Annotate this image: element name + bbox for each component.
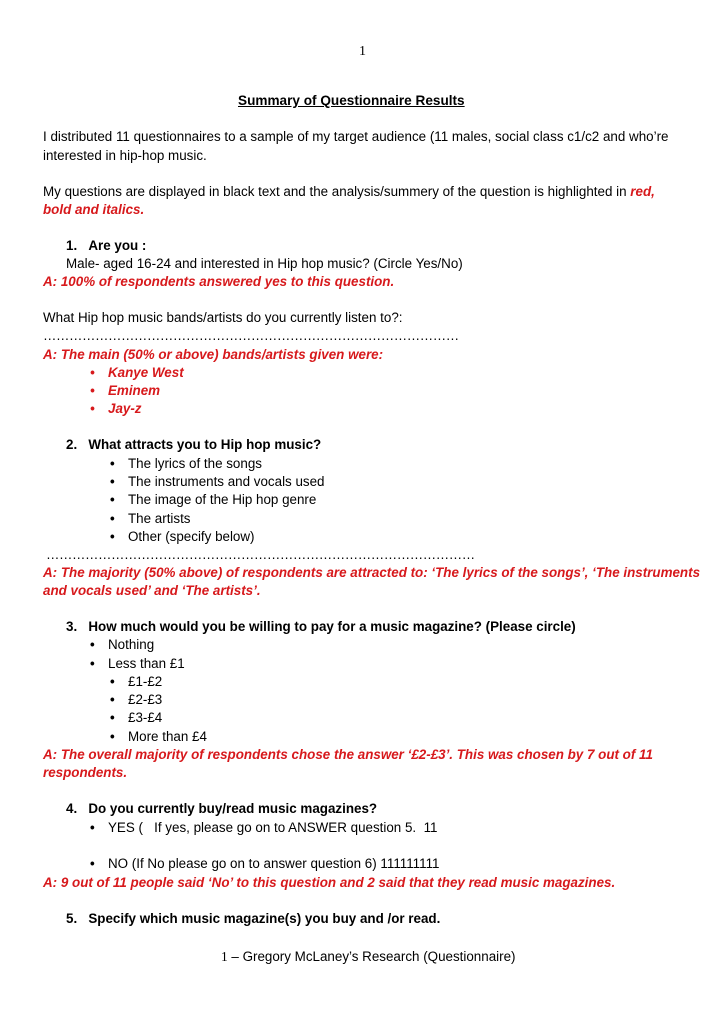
q3-answer-line-1: A: The overall majority of respondents chose the answer ‘£2-£3’. This was chosen by 7 out of 11 xyxy=(43,747,653,762)
q2-option-label: The instruments and vocals used xyxy=(128,474,325,489)
footer-page-number: 1 xyxy=(221,949,228,964)
bullet-icon: • xyxy=(110,710,115,725)
artists-dots: …………………………………………………………………………………… xyxy=(43,328,459,343)
bullet-icon: • xyxy=(90,656,95,671)
q2-option xyxy=(110,473,325,491)
intro-line-3-plain: My questions are displayed in black text and the analysis/summery of the question is highlighted in xyxy=(43,184,631,199)
artist-item xyxy=(90,364,184,382)
bullet-icon: • xyxy=(90,856,95,871)
artist-item xyxy=(90,382,160,400)
bullet-icon: • xyxy=(110,456,115,471)
q1-heading xyxy=(66,237,146,255)
bullet-icon: • xyxy=(110,674,115,689)
bullet-icon: • xyxy=(90,820,95,835)
bullet-icon: • xyxy=(90,365,95,380)
q1-answer: A: 100% of respondents answered yes to this question. xyxy=(43,274,395,289)
q2-answer-line-2: and vocals used’ and ‘The artists’. xyxy=(43,583,261,598)
q2-option-label: The image of the Hip hop genre xyxy=(128,492,317,507)
q2-option xyxy=(110,455,262,473)
q2-option xyxy=(110,528,255,546)
q3-sub-option xyxy=(110,691,162,709)
q4-option-no xyxy=(90,855,440,873)
q1-text: Male- aged 16-24 and interested in Hip hop music? (Circle Yes/No) xyxy=(66,256,463,271)
bullet-icon: • xyxy=(110,511,115,526)
bullet-icon: • xyxy=(110,492,115,507)
bullet-icon: • xyxy=(110,529,115,544)
q3-sub-option xyxy=(110,728,207,746)
q2-option-label: The lyrics of the songs xyxy=(128,456,262,471)
q4-option-no-label: NO (If No please go on to answer question 6) 111111111 xyxy=(108,856,440,871)
bullet-icon: • xyxy=(90,637,95,652)
bullet-icon: • xyxy=(110,729,115,744)
q2-answer-line-1: A: The majority (50% above) of respondents are attracted to: ‘The lyrics of the songs’, ‘The instruments xyxy=(43,565,701,580)
q3-sub-option-label: £2-£3 xyxy=(128,692,163,707)
intro-line-2: interested in hip-hop music. xyxy=(43,148,207,163)
artist-item xyxy=(90,400,142,418)
q3-heading-text: How much would you be willing to pay for a music magazine? (Please circle) xyxy=(88,619,576,634)
q5-heading-text: Specify which music magazine(s) you buy and /or read. xyxy=(88,911,441,926)
q3-option xyxy=(90,655,185,673)
q2-option xyxy=(110,510,191,528)
q3-option-label: Nothing xyxy=(108,637,155,652)
q3-answer-line-2: respondents. xyxy=(43,765,128,780)
intro-line-3-red: red, xyxy=(630,184,655,199)
q2-number: 2. xyxy=(66,437,78,452)
q4-number: 4. xyxy=(66,801,78,816)
q3-option-label: Less than £1 xyxy=(108,656,185,671)
footer-text: – Gregory McLaney’s Research (Questionnaire) xyxy=(227,949,516,964)
q3-sub-option-label: More than £4 xyxy=(128,729,207,744)
q5-number: 5. xyxy=(66,911,78,926)
q2-option xyxy=(110,491,316,509)
artist-label: Kanye West xyxy=(108,365,184,380)
q3-sub-option-label: £1-£2 xyxy=(128,674,163,689)
q2-heading-text: What attracts you to Hip hop music? xyxy=(88,437,322,452)
artist-label: Eminem xyxy=(108,383,161,398)
artists-question: What Hip hop music bands/artists do you currently listen to?: xyxy=(43,310,403,325)
q3-heading xyxy=(66,618,576,636)
bullet-icon: • xyxy=(90,383,95,398)
intro-line-1: I distributed 11 questionnaires to a sample of my target audience (11 males, social class c1/c2 and who’re xyxy=(43,129,669,144)
q3-sub-option xyxy=(110,709,162,727)
intro-line-3 xyxy=(43,183,655,201)
intro-line-4: bold and italics. xyxy=(43,202,145,217)
artists-answer: A: The main (50% or above) bands/artists given were: xyxy=(43,347,384,362)
q4-answer: A: 9 out of 11 people said ‘No’ to this question and 2 said that they read music magazines. xyxy=(43,875,616,890)
page-title: Summary of Questionnaire Results xyxy=(238,93,465,108)
q1-number: 1. xyxy=(66,238,78,253)
q2-option-label: Other (specify below) xyxy=(128,529,255,544)
q2-option-label: The artists xyxy=(128,511,191,526)
bullet-icon: • xyxy=(110,692,115,707)
q5-heading xyxy=(66,910,440,928)
q3-number: 3. xyxy=(66,619,78,634)
header-page-number: 1 xyxy=(359,44,366,59)
q4-heading xyxy=(66,800,377,818)
q3-sub-option-label: £3-£4 xyxy=(128,710,163,725)
q4-option-yes-label: YES ( If yes, please go on to ANSWER question 5. 11 xyxy=(108,820,438,835)
bullet-icon: • xyxy=(90,401,95,416)
q4-heading-text: Do you currently buy/read music magazines? xyxy=(88,801,378,816)
q3-option xyxy=(90,636,154,654)
q1-heading-text: Are you : xyxy=(88,238,147,253)
q2-heading xyxy=(66,436,321,454)
q3-sub-option xyxy=(110,673,162,691)
artist-label: Jay-z xyxy=(108,401,142,416)
q4-option-yes xyxy=(90,819,437,837)
page-footer xyxy=(221,948,515,966)
q2-dots: ……………………………………………………………………………………… xyxy=(46,547,475,562)
bullet-icon: • xyxy=(110,474,115,489)
